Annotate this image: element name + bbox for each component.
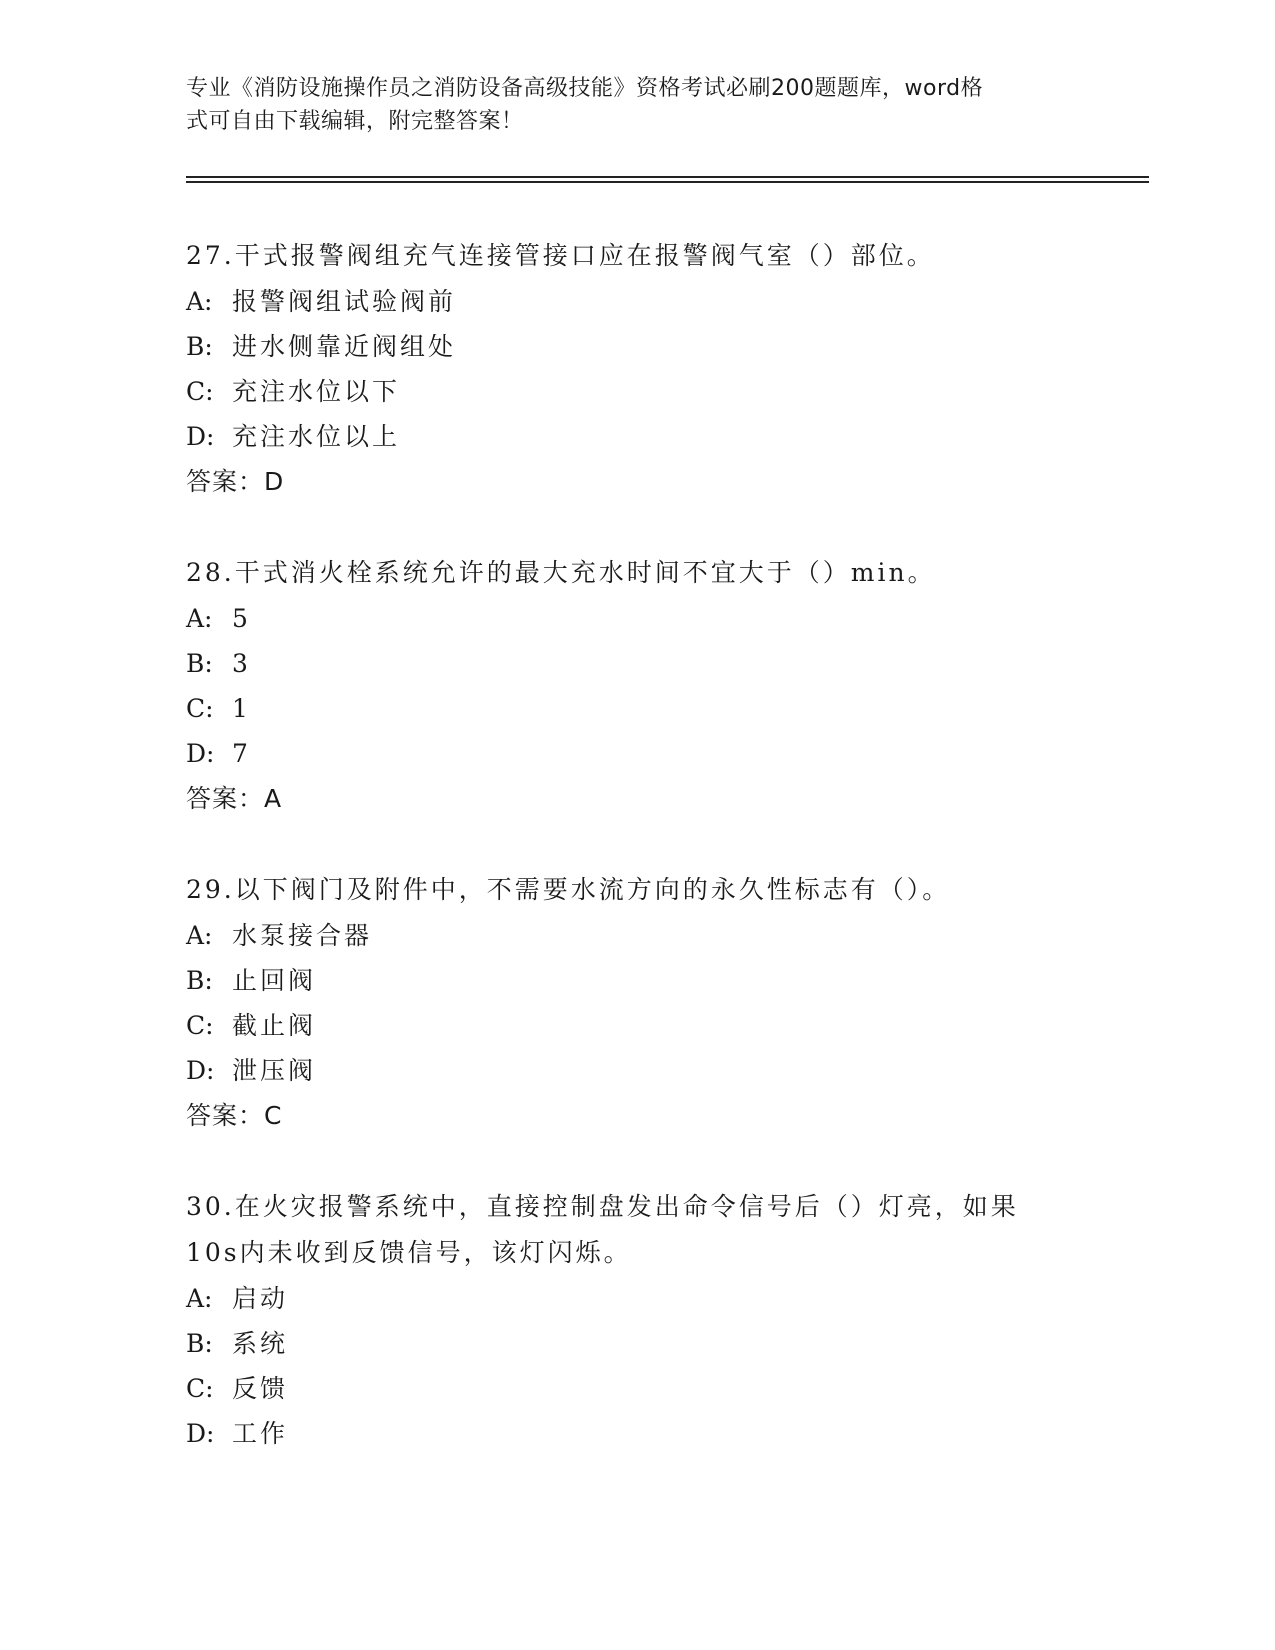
option-letter: A: [186,1284,213,1313]
question-28 [186,550,1086,821]
option-letter: C: [186,1374,214,1403]
option-text: 系统 [232,1329,289,1358]
option-a [186,913,1086,958]
question-stem-line: 30.在火灾报警系统中，直接控制盘发出命令信号后（）灯亮，如果 [186,1192,1019,1221]
question-stem-line: 29.以下阀门及附件中，不需要水流方向的永久性标志有（）。 [186,875,951,904]
option-letter: A: [186,921,213,950]
question-27 [186,233,1086,504]
option-text: 工作 [232,1419,289,1448]
option-a [186,1276,1086,1321]
question-stem [186,1184,1086,1276]
option-c [186,686,1086,731]
question-stem-line: 28.干式消火栓系统允许的最大充水时间不宜大于（）min。 [186,558,936,587]
question-stem-line: 27.干式报警阀组充气连接管接口应在报警阀气室（）部位。 [186,241,935,270]
answer-text: 答案：A [186,784,283,813]
option-c [186,1366,1086,1411]
option-letter: A: [186,287,213,316]
question-stem [186,867,1086,913]
option-letter: D: [186,739,215,768]
option-text: 截止阀 [232,1011,317,1040]
question-30 [186,1184,1086,1456]
option-b [186,1321,1086,1366]
option-text: 1 [232,694,251,723]
option-b [186,641,1086,686]
option-letter: A: [186,604,213,633]
option-text: 7 [232,739,251,768]
option-b [186,324,1086,369]
option-text: 3 [232,649,251,678]
option-letter: B: [186,649,213,678]
question-stem-line: 10s内未收到反馈信号，该灯闪烁。 [186,1238,632,1267]
answer-text: 答案：C [186,1101,283,1130]
option-letter: B: [186,332,213,361]
option-text: 反馈 [232,1374,289,1403]
option-letter: B: [186,1329,213,1358]
question-stem [186,233,1086,279]
option-letter: C: [186,377,214,406]
option-letter: D: [186,1056,215,1085]
header-divider-top [186,176,1149,178]
answer-text: 答案：D [186,467,285,496]
option-text: 止回阀 [232,966,317,995]
option-text: 充注水位以上 [232,422,401,451]
option-letter: D: [186,1419,215,1448]
option-text: 水泵接合器 [232,921,373,950]
option-letter: C: [186,694,214,723]
option-text: 充注水位以下 [232,377,401,406]
question-29 [186,867,1086,1138]
option-d [186,1048,1086,1093]
option-letter: C: [186,1011,214,1040]
option-letter: D: [186,422,215,451]
option-text: 报警阀组试验阀前 [232,287,457,316]
document-header [186,72,1086,138]
option-text: 启动 [232,1284,289,1313]
header-line-1: 专业《消防设施操作员之消防设备高级技能》资格考试必刷200题题库，word格 [186,76,984,101]
question-stem [186,550,1086,596]
option-b [186,958,1086,1003]
option-d [186,414,1086,459]
header-divider-bottom [186,181,1149,183]
option-text: 5 [232,604,251,633]
option-d [186,1411,1086,1456]
option-letter: B: [186,966,213,995]
option-c [186,369,1086,414]
header-line-2: 式可自由下载编辑，附完整答案！ [186,109,524,134]
option-text: 泄压阀 [232,1056,317,1085]
option-a [186,596,1086,641]
option-d [186,731,1086,776]
option-text: 进水侧靠近阀组处 [232,332,457,361]
option-a [186,279,1086,324]
option-c [186,1003,1086,1048]
